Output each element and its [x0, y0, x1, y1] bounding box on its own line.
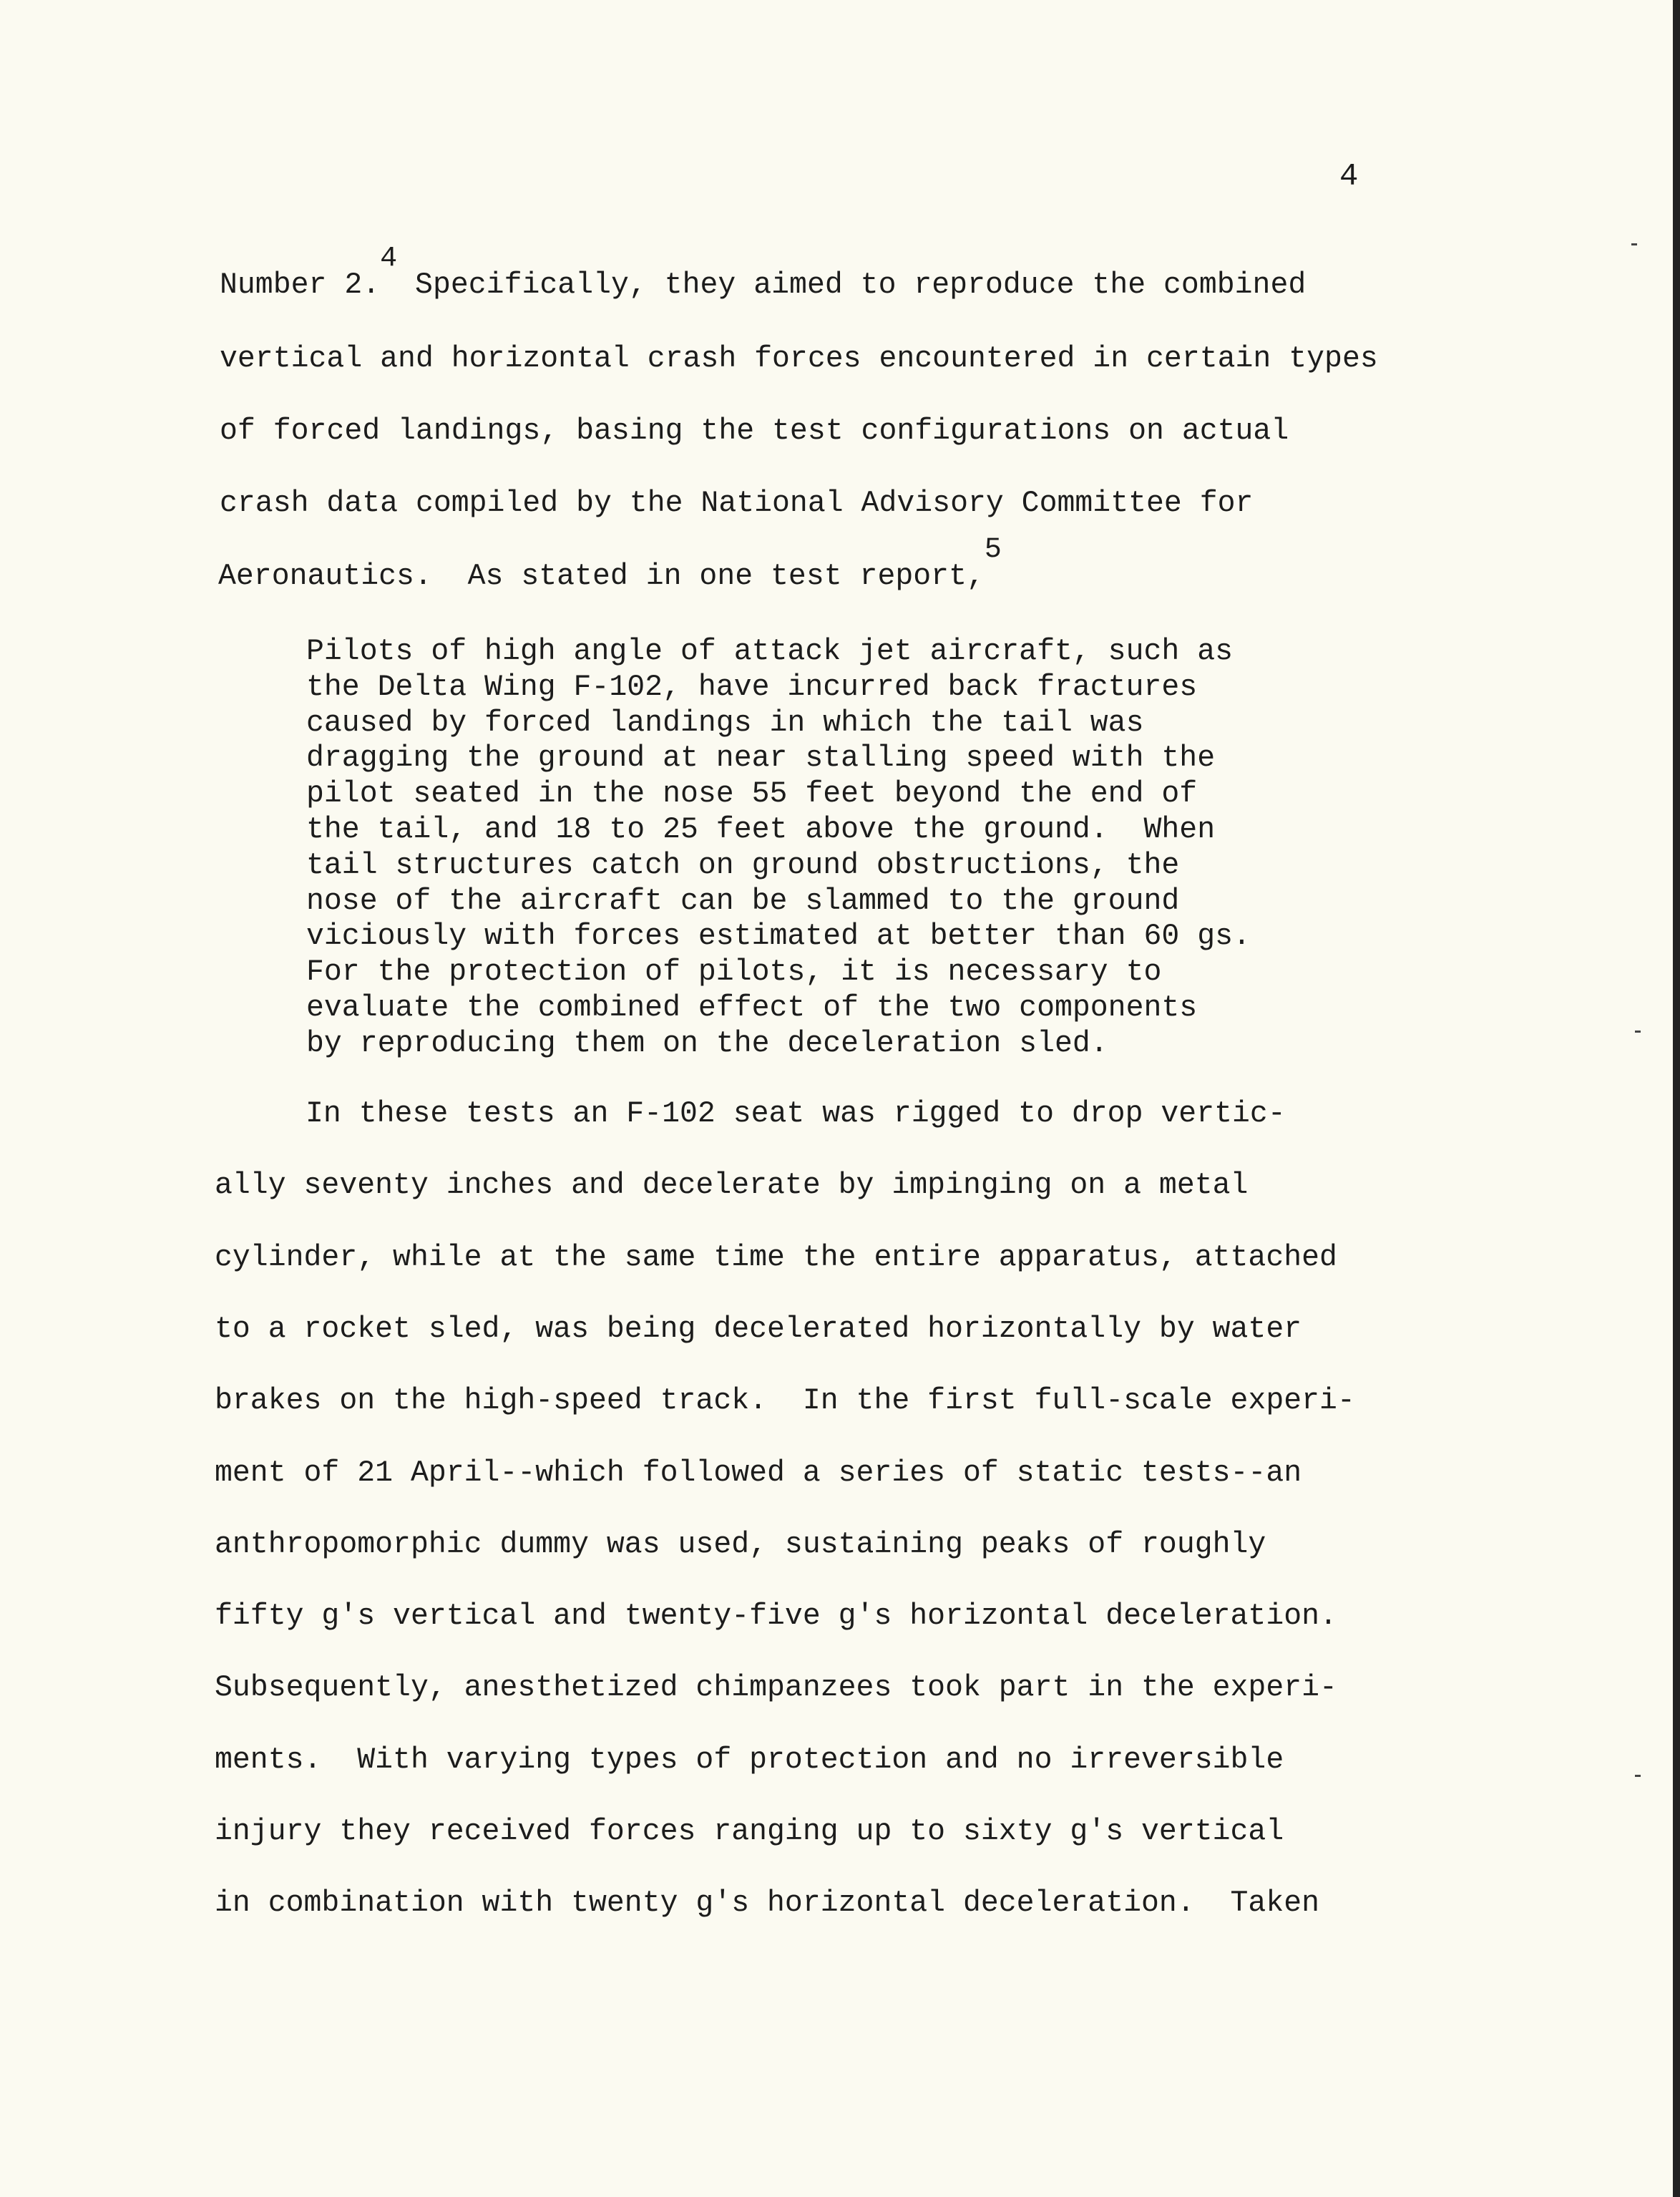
quote-line: caused by forced landings in which the tail was [306, 706, 1144, 740]
footnote-ref: 4 [380, 243, 398, 275]
intro-line: crash data compiled by the National Advisory Committee for [220, 487, 1254, 520]
quote-line: evaluate the combined effect of the two components [306, 991, 1198, 1025]
quote-line: dragging the ground at near stalling speed with the [306, 741, 1216, 776]
body-line: to a rocket sled, was being decelerated horizontally by water [215, 1312, 1302, 1346]
body-line: Subsequently, anesthetized chimpanzees took part in the experi- [215, 1671, 1337, 1705]
quote-line: the Delta Wing F-102, have incurred back fractures [306, 670, 1198, 704]
page-edge [1673, 0, 1680, 2197]
intro-line: of forced landings, basing the test configurations on actual [220, 414, 1289, 448]
body-line: fifty g's vertical and twenty-five g's horizontal deceleration. [215, 1599, 1337, 1634]
body-line: ments. With varying types of protection and no irreversible [215, 1743, 1284, 1777]
margin-mark [1635, 1031, 1641, 1033]
quote-line: Pilots of high angle of attack jet aircraft, such as [306, 635, 1234, 668]
quote-line: by reproducing them on the deceleration sled. [306, 1026, 1108, 1061]
quote-line: nose of the aircraft can be slammed to the ground [306, 884, 1180, 918]
intro-line: vertical and horizontal crash forces encountered in certain types [220, 342, 1378, 376]
quote-line: tail structures catch on ground obstructions, the [306, 848, 1180, 882]
body-line: brakes on the high-speed track. In the first full-scale experi- [215, 1384, 1355, 1418]
footnote-ref: 5 [984, 534, 1002, 566]
text: Aeronautics. As stated in one test report, [218, 560, 985, 593]
intro-line [218, 534, 1002, 593]
text: Specifically, they aimed to reproduce the combined [397, 268, 1307, 302]
quote-line: For the protection of pilots, it is necessary to [306, 955, 1162, 990]
body-line: injury they received forces ranging up to sixty g's vertical [215, 1815, 1284, 1848]
text: Number 2. [220, 268, 381, 302]
margin-mark [1631, 243, 1637, 245]
body-line: in combination with twenty g's horizontal deceleration. Taken [215, 1886, 1320, 1921]
body-line: ally seventy inches and decelerate by impinging on a metal [215, 1169, 1249, 1203]
margin-mark [1635, 1775, 1641, 1777]
quote-line: the tail, and 18 to 25 feet above the ground. When [306, 813, 1216, 847]
quote-line: pilot seated in the nose 55 feet beyond the end of [306, 777, 1198, 812]
intro-line [220, 243, 1307, 302]
body-line: anthropomorphic dummy was used, sustaining peaks of roughly [215, 1527, 1266, 1562]
page-number: 4 [1339, 159, 1359, 195]
body-line: ment of 21 April--which followed a series of static tests--an [215, 1456, 1302, 1490]
quote-line: viciously with forces estimated at better than 60 gs. [306, 920, 1251, 954]
body-line: cylinder, while at the same time the entire apparatus, attached [215, 1240, 1337, 1275]
body-line: In these tests an F-102 seat was rigged to drop vertic- [306, 1097, 1286, 1131]
